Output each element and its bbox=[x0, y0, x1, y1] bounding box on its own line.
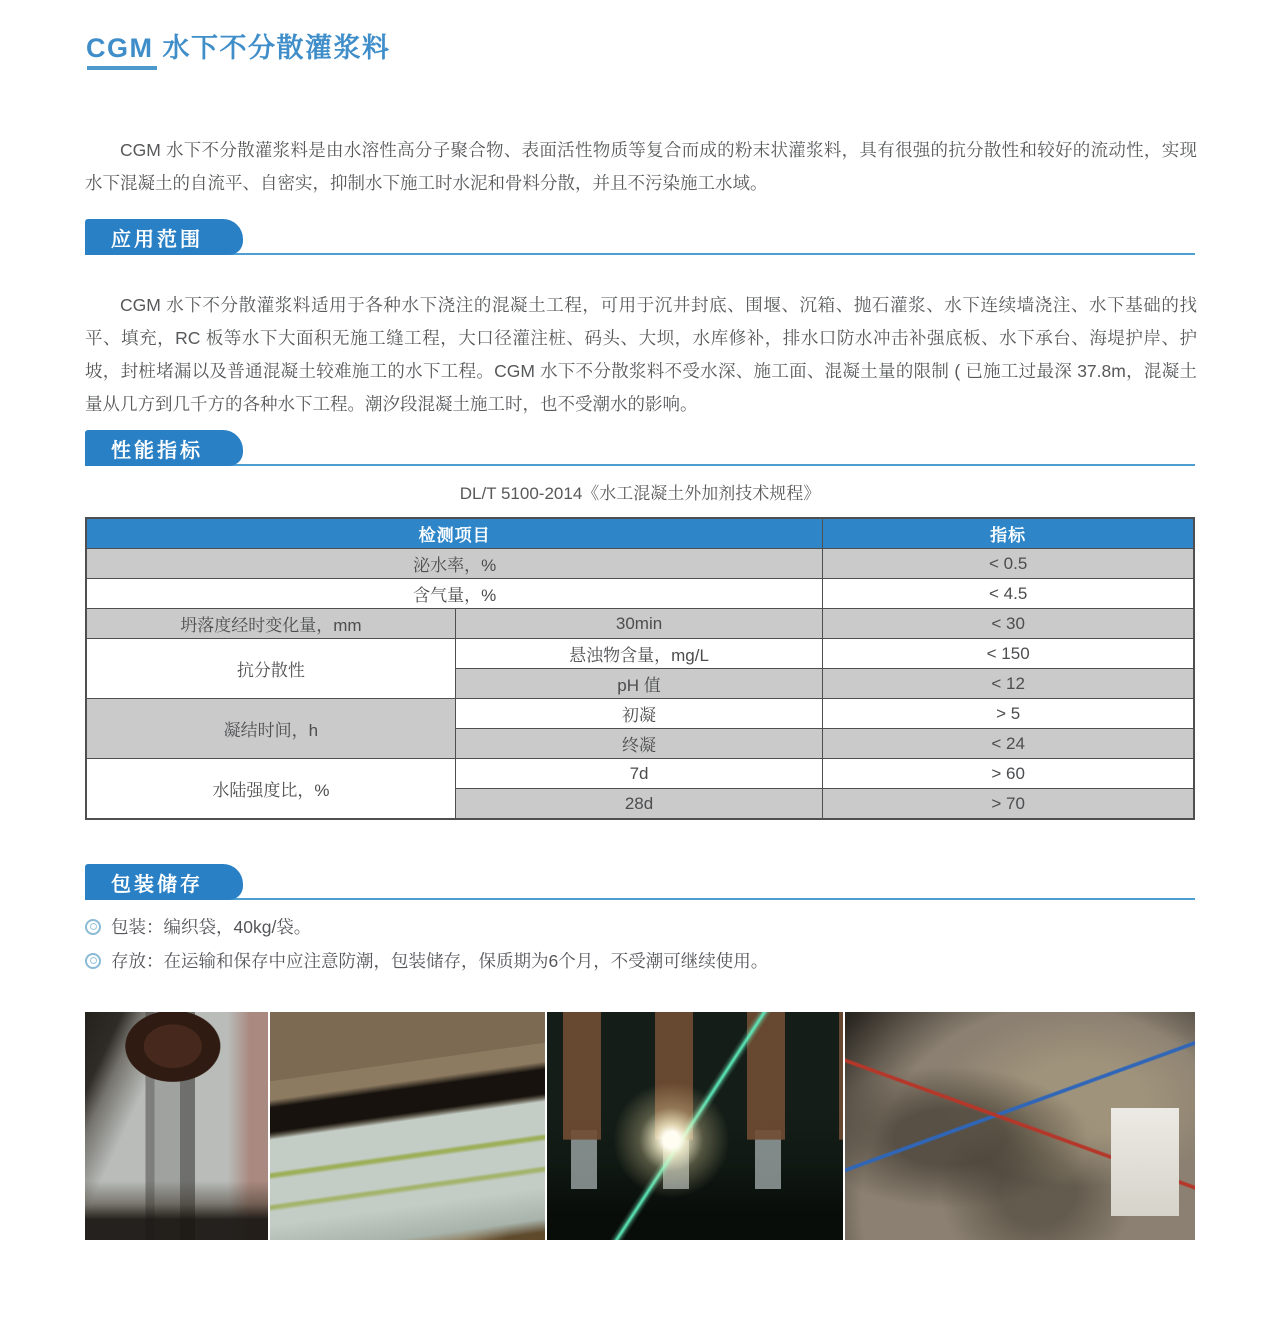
section-badge-performance: 性能指标 bbox=[85, 430, 243, 466]
site-photo-strip bbox=[85, 1012, 1195, 1240]
spec-table-row bbox=[86, 609, 1194, 639]
site-photo-3 bbox=[547, 1012, 843, 1240]
spec-header-cell: 指标 bbox=[823, 518, 1194, 549]
ring-bullet-icon bbox=[85, 919, 101, 935]
spec-table-row bbox=[86, 759, 1194, 789]
spec-table-cell: 7d bbox=[455, 759, 823, 789]
spec-table-cell: < 0.5 bbox=[823, 549, 1194, 579]
spec-table-row bbox=[86, 639, 1194, 669]
spec-table-cell: > 5 bbox=[823, 699, 1194, 729]
spec-table-cell: 悬浊物含量，mg/L bbox=[455, 639, 823, 669]
ring-bullet-icon-inner bbox=[90, 957, 97, 964]
spec-table-row bbox=[86, 549, 1194, 579]
packaging-bullet-text: 包装：编织袋，40kg/袋。 bbox=[111, 917, 312, 937]
spec-table-cell: pH 值 bbox=[455, 669, 823, 699]
spec-table-row bbox=[86, 579, 1194, 609]
spec-table-cell: 水陆强度比，% bbox=[86, 759, 455, 820]
spec-table-cell: < 24 bbox=[823, 729, 1194, 759]
application-paragraph: CGM 水下不分散灌浆料适用于各种水下浇注的混凝土工程，可用于沉井封底、围堰、沉箱、抛石灌浆、水下连续墙浇注、水下基础的找平、填充，RC 板等水下大面积无施工缝工程，大口径灌注桩、码头、大坝，水库修补，排水口防水冲击补强底板、水下承台、海堤护岸、护坡，封桩堵漏以及普通混凝土较难施工的水下工程。CGM 水下不分散浆料不受水深、施工面、混凝土量的限制 ( 已施工过最深 37.8m，混凝土量从几方到几千方的各种水下工程。潮汐段混凝土施工时，也不受潮水的影响。 bbox=[85, 294, 1197, 414]
spec-table-cell: 终凝 bbox=[455, 729, 823, 759]
spec-table-header bbox=[86, 518, 1194, 549]
section-rule bbox=[85, 898, 1195, 900]
spec-table-cell: 凝结时间，h bbox=[86, 699, 455, 759]
spec-table-cell: < 30 bbox=[823, 609, 1194, 639]
section-rule bbox=[85, 253, 1195, 255]
site-photo-1 bbox=[85, 1012, 268, 1240]
spec-table-cell: 坍落度经时变化量，mm bbox=[86, 609, 455, 639]
intro-paragraph: CGM 水下不分散灌浆料是由水溶性高分子聚合物、表面活性物质等复合而成的粉末状灌浆料，具有很强的抗分散性和较好的流动性，实现水下混凝土的自流平、自密实，抑制水下施工时水泥和骨料分散，并且不污染施工水域。 bbox=[85, 139, 1197, 193]
section-badge-packaging: 包装储存 bbox=[85, 864, 243, 900]
packaging-bullet bbox=[85, 914, 1195, 939]
spec-table-cell: < 12 bbox=[823, 669, 1194, 699]
storage-bullet bbox=[85, 948, 1195, 973]
page-title: CGM 水下不分散灌浆料 bbox=[86, 33, 391, 64]
spec-table-cell: > 60 bbox=[823, 759, 1194, 789]
site-photo-4 bbox=[845, 1012, 1195, 1240]
storage-bullet-text: 存放：在运输和保存中应注意防潮，包装储存，保质期为6个月，不受潮可继续使用。 bbox=[111, 951, 769, 971]
spec-table-cell: < 4.5 bbox=[823, 579, 1194, 609]
spec-table-row bbox=[86, 699, 1194, 729]
spec-table-body bbox=[86, 549, 1194, 820]
spec-table bbox=[85, 517, 1195, 820]
ring-bullet-icon bbox=[85, 953, 101, 969]
spec-table-cell: < 150 bbox=[823, 639, 1194, 669]
spec-table-cell: > 70 bbox=[823, 789, 1194, 820]
title-underline bbox=[87, 66, 157, 70]
section-rule bbox=[85, 464, 1195, 466]
ring-bullet-icon-inner bbox=[90, 923, 97, 930]
spec-header-cell: 检测项目 bbox=[86, 518, 823, 549]
section-badge-application: 应用范围 bbox=[85, 219, 243, 255]
site-photo-2 bbox=[270, 1012, 545, 1240]
spec-table-cell: 抗分散性 bbox=[86, 639, 455, 699]
spec-table-cell: 泌水率，% bbox=[86, 549, 823, 579]
spec-table-cell: 30min bbox=[455, 609, 823, 639]
spec-table-cell: 含气量，% bbox=[86, 579, 823, 609]
spec-table-caption: DL/T 5100-2014《水工混凝土外加剂技术规程》 bbox=[459, 484, 821, 503]
spec-table-cell: 初凝 bbox=[455, 699, 823, 729]
spec-table-cell: 28d bbox=[455, 789, 823, 820]
